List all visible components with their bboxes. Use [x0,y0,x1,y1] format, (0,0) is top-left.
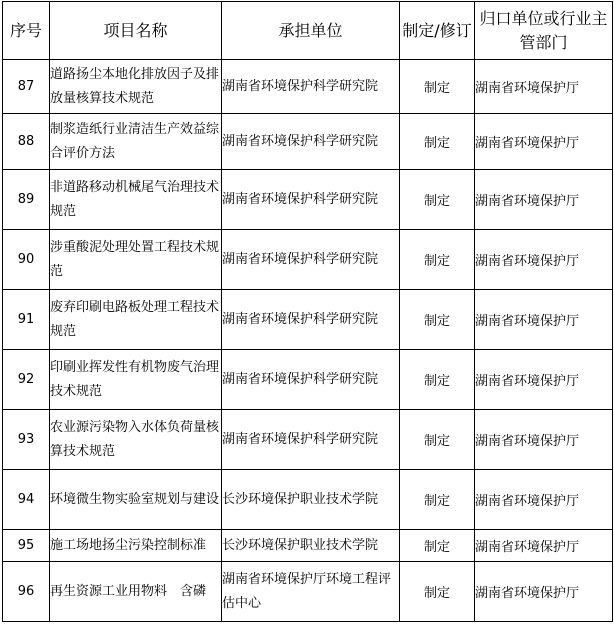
table-row [3,470,613,530]
revision-type: 制定 [400,410,475,470]
table-row [3,290,613,350]
table-row [3,170,613,230]
revision-type: 制定 [400,562,475,622]
revision-type: 制定 [400,114,475,170]
table-row [3,114,613,170]
row-number: 88 [3,114,50,170]
supervising-dept: 湖南省环境保护厅 [475,562,613,622]
responsible-unit: 湖南省环境保护科学研究院 [222,290,400,350]
header-no: 序号 [3,2,50,60]
responsible-unit: 湖南省环境保护科学研究院 [222,230,400,290]
revision-type: 制定 [400,530,475,562]
project-name: 制浆造纸行业清洁生产效益综合评价方法 [50,114,222,170]
row-number: 96 [3,562,50,622]
project-name: 废弃印刷电路板处理工程技术规范 [50,290,222,350]
row-number: 87 [3,60,50,114]
supervising-dept: 湖南省环境保护厅 [475,230,613,290]
table-row [3,230,613,290]
responsible-unit: 湖南省环境保护科学研究院 [222,170,400,230]
row-number: 90 [3,230,50,290]
project-name: 非道路移动机械尾气治理技术规范 [50,170,222,230]
supervising-dept: 湖南省环境保护厅 [475,290,613,350]
table-row [3,562,613,622]
project-name: 道路扬尘本地化排放因子及排放量核算技术规范 [50,60,222,114]
row-number: 91 [3,290,50,350]
supervising-dept: 湖南省环境保护厅 [475,350,613,410]
row-number: 93 [3,410,50,470]
supervising-dept: 湖南省环境保护厅 [475,530,613,562]
table-row [3,410,613,470]
project-name: 印刷业挥发性有机物废气治理技术规范 [50,350,222,410]
supervising-dept: 湖南省环境保护厅 [475,470,613,530]
responsible-unit: 长沙环境保护职业技术学院 [222,530,400,562]
project-name: 再生资源工业用物料 含磷 [50,562,222,622]
responsible-unit: 湖南省环境保护科学研究院 [222,60,400,114]
header-unit: 承担单位 [222,2,400,60]
responsible-unit: 湖南省环境保护科学研究院 [222,114,400,170]
revision-type: 制定 [400,170,475,230]
header-name: 项目名称 [50,2,222,60]
header-dept: 归口单位或行业主管部门 [475,2,613,60]
row-number: 89 [3,170,50,230]
revision-type: 制定 [400,230,475,290]
header-row [3,2,613,60]
responsible-unit: 湖南省环境保护厅环境工程评估中心 [222,562,400,622]
table-row [3,60,613,114]
table-row [3,530,613,562]
project-name: 施工场地扬尘污染控制标准 [50,530,222,562]
supervising-dept: 湖南省环境保护厅 [475,60,613,114]
standards-table [2,1,613,622]
responsible-unit: 长沙环境保护职业技术学院 [222,470,400,530]
row-number: 95 [3,530,50,562]
header-type: 制定/修订 [400,2,475,60]
responsible-unit: 湖南省环境保护科学研究院 [222,350,400,410]
revision-type: 制定 [400,290,475,350]
project-name: 涉重酸泥处理处置工程技术规范 [50,230,222,290]
revision-type: 制定 [400,350,475,410]
responsible-unit: 湖南省环境保护科学研究院 [222,410,400,470]
supervising-dept: 湖南省环境保护厅 [475,170,613,230]
project-name: 农业源污染物入水体负荷量核算技术规范 [50,410,222,470]
project-name: 环境微生物实验室规划与建设 [50,470,222,530]
supervising-dept: 湖南省环境保护厅 [475,410,613,470]
revision-type: 制定 [400,60,475,114]
supervising-dept: 湖南省环境保护厅 [475,114,613,170]
table-row [3,350,613,410]
row-number: 92 [3,350,50,410]
row-number: 94 [3,470,50,530]
revision-type: 制定 [400,470,475,530]
